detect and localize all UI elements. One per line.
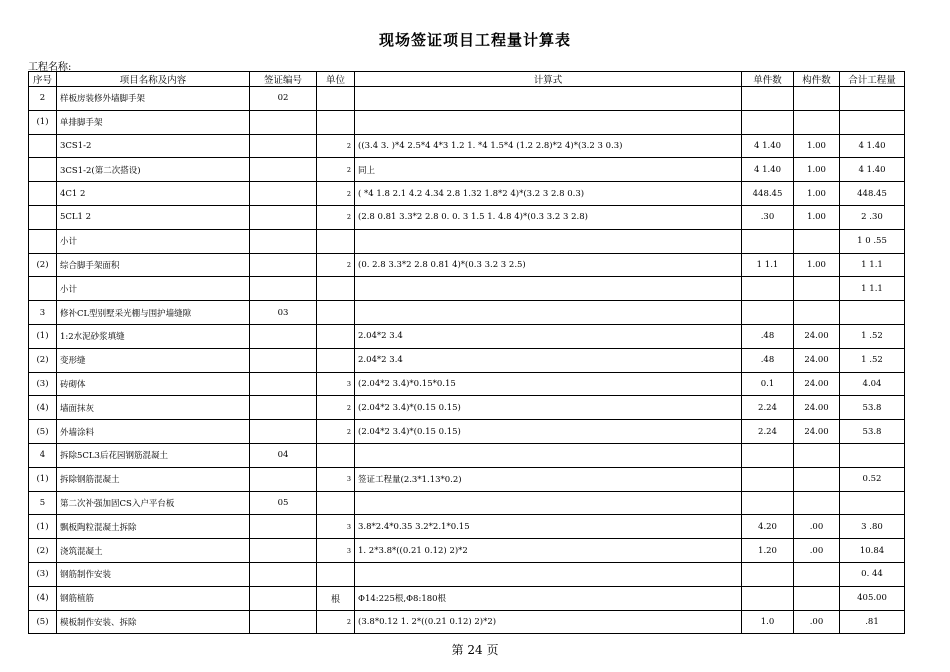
cell-formula	[355, 301, 742, 325]
cell-formula: 同上	[355, 158, 742, 182]
cell-formula: 2.04*2 3.4	[355, 348, 742, 372]
cell-single-qty: 4 1.40	[742, 158, 794, 182]
cell-single-qty: 1 1.1	[742, 253, 794, 277]
cell-total-qty: 4 1.40	[840, 134, 905, 158]
cell-visa-code	[250, 372, 317, 396]
cell-total-qty: 53.8	[840, 420, 905, 444]
cell-component-count: 24.00	[794, 420, 840, 444]
cell-visa-code	[250, 515, 317, 539]
table-row	[29, 562, 905, 586]
cell-total-qty: 1 .52	[840, 348, 905, 372]
header-total-qty: 合计工程量	[840, 72, 905, 87]
cell-visa-code	[250, 562, 317, 586]
cell-component-count	[794, 491, 840, 515]
table-row	[29, 205, 905, 229]
cell-single-qty: 0.1	[742, 372, 794, 396]
cell-item-name: 5CL1 2	[57, 205, 250, 229]
cell-seq: (2)	[29, 539, 57, 563]
cell-visa-code: 03	[250, 301, 317, 325]
header-single-qty: 单件数	[742, 72, 794, 87]
cell-seq: (1)	[29, 467, 57, 491]
cell-seq	[29, 134, 57, 158]
table-row	[29, 610, 905, 634]
table-row	[29, 324, 905, 348]
cell-formula	[355, 277, 742, 301]
header-item-name: 项目名称及内容	[57, 72, 250, 87]
table-row	[29, 372, 905, 396]
cell-unit	[317, 562, 355, 586]
cell-unit	[317, 348, 355, 372]
cell-formula: 2.04*2 3.4	[355, 324, 742, 348]
cell-seq: (5)	[29, 420, 57, 444]
cell-item-name: 3CS1-2	[57, 134, 250, 158]
cell-unit: 3	[317, 539, 355, 563]
cell-total-qty: 10.84	[840, 539, 905, 563]
cell-item-name: 4C1 2	[57, 182, 250, 206]
cell-visa-code	[250, 253, 317, 277]
cell-component-count: 1.00	[794, 182, 840, 206]
cell-formula: 1. 2*3.8*((0.21 0.12) 2)*2	[355, 539, 742, 563]
cell-formula: (0. 2.8 3.3*2 2.8 0.81 4)*(0.3 3.2 3 2.5)	[355, 253, 742, 277]
cell-visa-code	[250, 467, 317, 491]
cell-formula	[355, 229, 742, 253]
cell-total-qty: 448.45	[840, 182, 905, 206]
cell-visa-code	[250, 229, 317, 253]
cell-unit: 根	[317, 586, 355, 610]
cell-visa-code	[250, 182, 317, 206]
cell-item-name: 浇筑混凝土	[57, 539, 250, 563]
cell-item-name: 钢筋植筋	[57, 586, 250, 610]
cell-seq: (3)	[29, 562, 57, 586]
cell-seq: (1)	[29, 515, 57, 539]
cell-seq: 5	[29, 491, 57, 515]
cell-component-count: .00	[794, 539, 840, 563]
cell-total-qty: 1 1.1	[840, 253, 905, 277]
cell-total-qty: 4.04	[840, 372, 905, 396]
cell-total-qty: 405.00	[840, 586, 905, 610]
cell-component-count: 24.00	[794, 324, 840, 348]
cell-item-name: 外墙涂料	[57, 420, 250, 444]
cell-component-count	[794, 443, 840, 467]
cell-formula: 3.8*2.4*0.35 3.2*2.1*0.15	[355, 515, 742, 539]
cell-single-qty	[742, 467, 794, 491]
cell-item-name: 变形缝	[57, 348, 250, 372]
cell-seq: 4	[29, 443, 57, 467]
cell-unit: 3	[317, 467, 355, 491]
cell-item-name: 修补CL型别墅采光棚与围护墙缝隙	[57, 301, 250, 325]
cell-item-name: 小计	[57, 229, 250, 253]
cell-seq: (5)	[29, 610, 57, 634]
table-row	[29, 87, 905, 111]
cell-formula	[355, 562, 742, 586]
cell-unit	[317, 87, 355, 111]
cell-unit	[317, 443, 355, 467]
cell-formula	[355, 443, 742, 467]
cell-unit: 2	[317, 610, 355, 634]
cell-seq: 3	[29, 301, 57, 325]
cell-seq: (4)	[29, 396, 57, 420]
cell-formula: 签证工程量(2.3*1.13*0.2)	[355, 467, 742, 491]
cell-single-qty	[742, 87, 794, 111]
page-number: 第 24 页	[451, 643, 499, 657]
cell-formula	[355, 87, 742, 111]
cell-total-qty: 53.8	[840, 396, 905, 420]
cell-component-count: 1.00	[794, 253, 840, 277]
cell-single-qty: .48	[742, 324, 794, 348]
table-body	[29, 87, 905, 634]
cell-item-name: 飘板陶粒混凝土拆除	[57, 515, 250, 539]
table-row	[29, 277, 905, 301]
cell-total-qty: 2 .30	[840, 205, 905, 229]
cell-item-name: 3CS1-2(第二次搭设)	[57, 158, 250, 182]
cell-component-count	[794, 301, 840, 325]
header-unit: 单位	[317, 72, 355, 87]
sheet-title: 现场签证项目工程量计算表	[378, 31, 571, 49]
cell-single-qty: .48	[742, 348, 794, 372]
cell-unit	[317, 491, 355, 515]
cell-formula: Φ14:225根,Φ8:180根	[355, 586, 742, 610]
project-name-label: 工程名称:	[28, 62, 72, 73]
cell-single-qty	[742, 301, 794, 325]
cell-item-name: 样板房装修外墙脚手架	[57, 87, 250, 111]
header-seq: 序号	[29, 72, 57, 87]
table-row	[29, 229, 905, 253]
cell-unit	[317, 301, 355, 325]
table-row	[29, 586, 905, 610]
quantity-table	[28, 71, 905, 634]
header-formula: 计算式	[355, 72, 742, 87]
cell-component-count	[794, 87, 840, 111]
cell-item-name: 拆除钢筋混凝土	[57, 467, 250, 491]
cell-seq	[29, 158, 57, 182]
cell-item-name: 单排脚手架	[57, 110, 250, 134]
cell-item-name: 小计	[57, 277, 250, 301]
cell-visa-code	[250, 110, 317, 134]
cell-item-name: 钢筋制作安装	[57, 562, 250, 586]
cell-total-qty	[840, 491, 905, 515]
table-row	[29, 253, 905, 277]
cell-visa-code: 05	[250, 491, 317, 515]
cell-single-qty: 2.24	[742, 396, 794, 420]
cell-visa-code	[250, 348, 317, 372]
cell-single-qty	[742, 586, 794, 610]
cell-seq	[29, 229, 57, 253]
cell-visa-code	[250, 586, 317, 610]
cell-component-count	[794, 467, 840, 491]
cell-component-count	[794, 586, 840, 610]
cell-visa-code	[250, 134, 317, 158]
table-row	[29, 515, 905, 539]
table-row	[29, 443, 905, 467]
cell-unit: 2	[317, 205, 355, 229]
table-header-row	[29, 72, 905, 87]
cell-unit: 2	[317, 396, 355, 420]
cell-seq: 2	[29, 87, 57, 111]
cell-seq: (1)	[29, 110, 57, 134]
cell-total-qty: 0.52	[840, 467, 905, 491]
cell-single-qty	[742, 277, 794, 301]
cell-single-qty	[742, 562, 794, 586]
cell-visa-code: 02	[250, 87, 317, 111]
table-row	[29, 182, 905, 206]
cell-total-qty: 1 1.1	[840, 277, 905, 301]
cell-total-qty	[840, 87, 905, 111]
cell-component-count: 24.00	[794, 396, 840, 420]
cell-total-qty	[840, 110, 905, 134]
cell-formula: (2.8 0.81 3.3*2 2.8 0. 0. 3 1.5 1. 4.8 4)*(0.3 3.2 3 2.8)	[355, 205, 742, 229]
cell-formula: (2.04*2 3.4)*(0.15 0.15)	[355, 396, 742, 420]
cell-unit: 2	[317, 134, 355, 158]
cell-formula: (2.04*2 3.4)*(0.15 0.15)	[355, 420, 742, 444]
cell-seq	[29, 205, 57, 229]
cell-formula: (2.04*2 3.4)*0.15*0.15	[355, 372, 742, 396]
cell-visa-code: 04	[250, 443, 317, 467]
header-component-count: 构件数	[794, 72, 840, 87]
cell-total-qty: 1 .52	[840, 324, 905, 348]
cell-unit: 2	[317, 420, 355, 444]
cell-unit: 2	[317, 182, 355, 206]
table-row	[29, 467, 905, 491]
cell-visa-code	[250, 205, 317, 229]
cell-seq: (4)	[29, 586, 57, 610]
cell-component-count: 1.00	[794, 205, 840, 229]
cell-single-qty: 448.45	[742, 182, 794, 206]
cell-single-qty	[742, 229, 794, 253]
cell-component-count	[794, 277, 840, 301]
cell-single-qty: 2.24	[742, 420, 794, 444]
table-row	[29, 491, 905, 515]
table-row	[29, 158, 905, 182]
cell-component-count: 24.00	[794, 372, 840, 396]
cell-single-qty: .30	[742, 205, 794, 229]
cell-formula: ( *4 1.8 2.1 4.2 4.34 2.8 1.32 1.8*2 4)*(3.2 3 2.8 0.3)	[355, 182, 742, 206]
cell-component-count: 1.00	[794, 134, 840, 158]
table-row	[29, 539, 905, 563]
cell-visa-code	[250, 610, 317, 634]
cell-component-count	[794, 110, 840, 134]
cell-component-count: 1.00	[794, 158, 840, 182]
table-row	[29, 134, 905, 158]
cell-item-name: 综合脚手架面积	[57, 253, 250, 277]
cell-unit: 2	[317, 158, 355, 182]
table-row	[29, 110, 905, 134]
cell-total-qty: .81	[840, 610, 905, 634]
cell-unit: 2	[317, 253, 355, 277]
cell-total-qty	[840, 443, 905, 467]
cell-seq: (2)	[29, 348, 57, 372]
cell-total-qty: 0. 44	[840, 562, 905, 586]
cell-visa-code	[250, 396, 317, 420]
table-row	[29, 420, 905, 444]
cell-formula: ((3.4 3. )*4 2.5*4 4*3 1.2 1. *4 1.5*4 (1.2 2.8)*2 4)*(3.2 3 0.3)	[355, 134, 742, 158]
cell-total-qty: 1 0 .55	[840, 229, 905, 253]
cell-single-qty	[742, 110, 794, 134]
table-row	[29, 348, 905, 372]
cell-item-name: 1:2水泥砂浆填缝	[57, 324, 250, 348]
cell-seq	[29, 277, 57, 301]
cell-item-name: 模板制作安装、拆除	[57, 610, 250, 634]
cell-seq	[29, 182, 57, 206]
cell-item-name: 拆除5CL3后花园钢筋混凝土	[57, 443, 250, 467]
cell-single-qty: 4 1.40	[742, 134, 794, 158]
cell-unit	[317, 110, 355, 134]
table-row	[29, 301, 905, 325]
cell-single-qty	[742, 491, 794, 515]
cell-item-name: 墙面抹灰	[57, 396, 250, 420]
cell-visa-code	[250, 277, 317, 301]
cell-single-qty	[742, 443, 794, 467]
cell-seq: (1)	[29, 324, 57, 348]
cell-component-count: 24.00	[794, 348, 840, 372]
cell-total-qty: 4 1.40	[840, 158, 905, 182]
cell-item-name: 第二次补强加固CS入户平台板	[57, 491, 250, 515]
cell-formula	[355, 110, 742, 134]
cell-single-qty: 1.0	[742, 610, 794, 634]
cell-unit: 3	[317, 515, 355, 539]
cell-formula	[355, 491, 742, 515]
cell-single-qty: 4.20	[742, 515, 794, 539]
cell-visa-code	[250, 158, 317, 182]
cell-visa-code	[250, 420, 317, 444]
cell-seq: (3)	[29, 372, 57, 396]
cell-component-count: .00	[794, 610, 840, 634]
cell-unit: 3	[317, 372, 355, 396]
cell-visa-code	[250, 539, 317, 563]
cell-component-count	[794, 229, 840, 253]
cell-item-name: 砖砌体	[57, 372, 250, 396]
cell-component-count: .00	[794, 515, 840, 539]
cell-formula: (3.8*0.12 1. 2*((0.21 0.12) 2)*2)	[355, 610, 742, 634]
cell-unit	[317, 277, 355, 301]
cell-single-qty: 1.20	[742, 539, 794, 563]
header-visa-code: 签证编号	[250, 72, 317, 87]
cell-unit	[317, 229, 355, 253]
cell-seq: (2)	[29, 253, 57, 277]
cell-total-qty	[840, 301, 905, 325]
cell-visa-code	[250, 324, 317, 348]
table-row	[29, 396, 905, 420]
cell-component-count	[794, 562, 840, 586]
cell-unit	[317, 324, 355, 348]
cell-total-qty: 3 .80	[840, 515, 905, 539]
